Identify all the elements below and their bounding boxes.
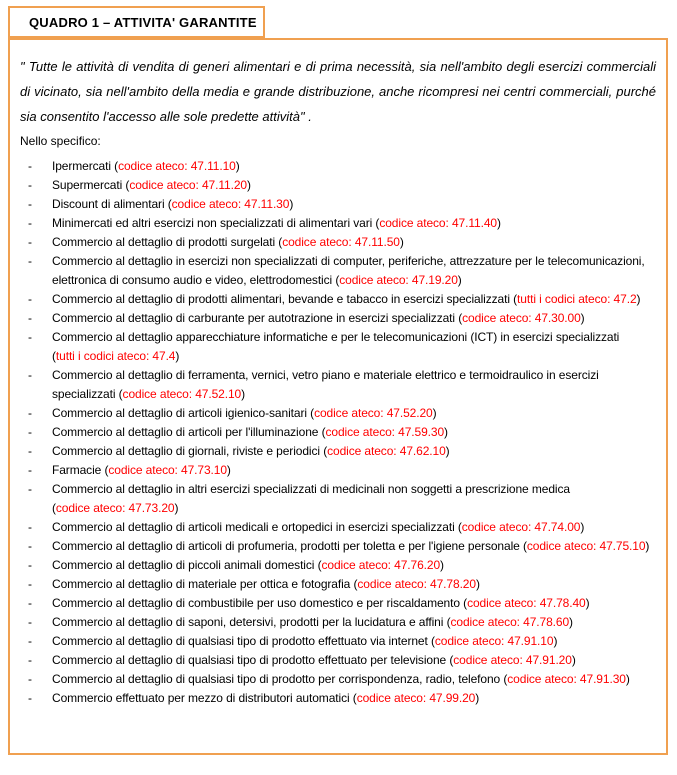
list-item (20, 233, 656, 252)
ateco-code (458, 311, 584, 325)
bullet-dash: - (28, 254, 32, 268)
ateco-code-value: codice ateco: 47.91.20 (453, 653, 572, 667)
list-item (20, 252, 656, 290)
bullet-dash: - (28, 558, 32, 572)
ateco-code-value: codice ateco: 47.19.20 (339, 273, 458, 287)
paren-open-text: ( (513, 292, 518, 306)
ateco-code (318, 558, 444, 572)
list-item (20, 518, 656, 537)
paren-open-text: ( (463, 596, 468, 610)
ateco-code-value: codice ateco: 47.91.10 (434, 634, 554, 648)
list-item (20, 651, 656, 670)
activity-text: Commercio al dettaglio apparecchiature informatiche e per le telecomunicazioni (ICT) in esercizi specializzati (52, 330, 620, 344)
ateco-code-value: codice ateco: 47.74.00 (461, 520, 581, 534)
list-item (20, 309, 656, 328)
ateco-code-value: codice ateco: 47.59.30 (325, 425, 445, 439)
list-item (20, 157, 656, 176)
ateco-code-value: codice ateco: 47.62.10 (327, 444, 446, 458)
ateco-code (278, 235, 403, 249)
paren-close-text: ) (432, 406, 437, 420)
activity-text: Farmacie (52, 463, 105, 477)
activity-text: Commercio al dettaglio di articoli igienico-sanitari (52, 406, 311, 420)
bullet-dash: - (28, 178, 32, 192)
paren-close-text: ) (569, 615, 573, 629)
ateco-code (323, 444, 449, 458)
list-item (20, 632, 656, 651)
ateco-code (523, 539, 649, 553)
activity-text: Discount di alimentari (52, 197, 168, 211)
paren-close-text: ) (457, 273, 462, 287)
paren-open-text: ( (522, 539, 527, 553)
paren-open-text: ( (449, 653, 454, 667)
paren-close-text: ) (174, 501, 179, 515)
ateco-code-value: codice ateco: 47.30.00 (462, 311, 581, 325)
ateco-code-value: codice ateco: 47.75.10 (526, 539, 646, 553)
bullet-dash: - (28, 653, 32, 667)
activity-text: Commercio al dettaglio di carburante per autotrazione in esercizi specializzati (52, 311, 459, 325)
ateco-code-value: codice ateco: 47.78.40 (467, 596, 586, 610)
list-item (20, 594, 656, 613)
ateco-code (335, 273, 461, 287)
paren-close-text: ) (625, 672, 630, 686)
paren-open-text: ( (375, 216, 380, 230)
activity-text: Commercio al dettaglio di giornali, riviste e periodici (52, 444, 324, 458)
paren-close-text: ) (571, 653, 576, 667)
bullet-dash: - (28, 672, 32, 686)
bullet-dash: - (28, 634, 32, 648)
ateco-code-value: codice ateco: 47.52.20 (314, 406, 433, 420)
ateco-code-value: codice ateco: 47.73.10 (108, 463, 227, 477)
paren-close-text: ) (175, 349, 180, 363)
activity-text: Commercio al dettaglio di qualsiasi tipo di prodotto effettuato per televisione (52, 653, 450, 667)
paren-open-text: ( (335, 273, 340, 287)
ateco-code (52, 349, 179, 363)
ateco-code-value: codice ateco: 47.11.40 (379, 216, 497, 230)
activity-text: Minimercati ed altri esercizi non specializzati di alimentari vari (52, 216, 376, 230)
ateco-code-value: codice ateco: 47.91.30 (507, 672, 626, 686)
paren-open-text: ( (167, 197, 172, 211)
list-item (20, 689, 656, 708)
activity-text: Commercio al dettaglio di prodotti alimentari, bevande e tabacco in esercizi specializzati (52, 292, 514, 306)
paren-open-text: ( (125, 178, 130, 192)
page-title: QUADRO 1 – ATTIVITA' GARANTITE (29, 14, 257, 30)
paren-close-text: ) (645, 539, 650, 553)
list-item (20, 195, 656, 214)
list-item (20, 404, 656, 423)
bullet-dash: - (28, 577, 32, 591)
bullet-dash: - (28, 216, 32, 230)
bullet-dash: - (28, 444, 32, 458)
activity-text: Commercio al dettaglio di materiale per ottica e fotografia (52, 577, 354, 591)
ateco-code-value: codice ateco: 47.11.30 (171, 197, 290, 211)
activity-text: Commercio al dettaglio di combustibile per uso domestico e per riscaldamento (52, 596, 464, 610)
paren-open-text: ( (323, 444, 328, 458)
list-item (20, 442, 656, 461)
bullet-dash: - (28, 539, 32, 553)
bullet-dash: - (28, 311, 32, 325)
quadro-title-box (8, 6, 265, 38)
content-box (8, 38, 668, 755)
activity-text: Commercio al dettaglio di articoli di profumeria, prodotti per toletta e per l'igiene personale (52, 539, 523, 553)
activity-text: Commercio effettuato per mezzo di distributori automatici (52, 691, 353, 705)
paren-open-text: ( (317, 558, 322, 572)
paren-close-text: ) (475, 691, 480, 705)
ateco-code (447, 615, 573, 629)
list-item (20, 670, 656, 689)
paren-close-text: ) (636, 292, 641, 306)
list-item (20, 537, 656, 556)
list-item (20, 328, 656, 366)
bullet-dash: - (28, 235, 32, 249)
ateco-code-value: codice ateco: 47.11.50 (282, 235, 400, 249)
activity-text: Commercio al dettaglio di articoli medicali e ortopedici in esercizi specializzati (52, 520, 458, 534)
paren-close-text: ) (241, 387, 246, 401)
bullet-dash: - (28, 197, 32, 211)
bullet-dash: - (28, 368, 32, 382)
ateco-code (168, 197, 293, 211)
paren-open-text: ( (278, 235, 283, 249)
paren-open-text: ( (52, 349, 56, 363)
ateco-code (125, 178, 250, 192)
ateco-code (513, 292, 640, 306)
bullet-dash: - (28, 425, 32, 439)
bullet-dash: - (28, 596, 32, 610)
activity-text: Commercio al dettaglio di ferramenta, vernici, vetro piano e materiale elettrico e termoidraulico in esercizi specializzati (52, 368, 599, 401)
paren-close-text: ) (226, 463, 231, 477)
ateco-code (353, 577, 479, 591)
paren-open-text: ( (114, 159, 119, 173)
paren-open-text: ( (52, 501, 56, 515)
ateco-code-value: tutti i codici ateco: 47.2 (517, 292, 637, 306)
activity-text: Commercio al dettaglio di prodotti surgelati (52, 235, 279, 249)
ateco-code (449, 653, 575, 667)
list-item (20, 556, 656, 575)
ateco-code (375, 216, 500, 230)
bullet-dash: - (28, 615, 32, 629)
bullet-dash: - (28, 463, 32, 477)
bullet-dash: - (28, 292, 32, 306)
ateco-code (463, 596, 589, 610)
paren-close-text: ) (580, 311, 585, 325)
ateco-code-value: codice ateco: 47.11.10 (118, 159, 236, 173)
intro-quote: " Tutte le attività di vendita di generi alimentari e di prima necessità, sia nell'ambito degli esercizi commerciali di vicinato, sia nell'ambito della media e grande distribuzione, anche ricompresi nei centri commerciali, purché sia consentito l'accesso alle sole predette attività" . (20, 59, 656, 124)
list-item (20, 575, 656, 594)
ateco-code-value: codice ateco: 47.78.60 (450, 615, 570, 629)
activity-text: Ipermercati (52, 159, 115, 173)
ateco-code (353, 691, 479, 705)
paren-close-text: ) (246, 178, 251, 192)
activities-list (20, 157, 656, 708)
paren-close-text: ) (289, 197, 294, 211)
paren-open-text: ( (104, 463, 109, 477)
list-item (20, 423, 656, 442)
paren-close-text: ) (497, 216, 501, 230)
activity-text: Commercio al dettaglio di saponi, detersivi, prodotti per la lucidatura e affini (52, 615, 447, 629)
ateco-code (458, 520, 584, 534)
paren-close-text: ) (444, 425, 448, 439)
list-item (20, 613, 656, 632)
list-item (20, 461, 656, 480)
ateco-code (52, 501, 178, 515)
ateco-code (104, 463, 230, 477)
paren-open-text: ( (353, 577, 358, 591)
ateco-code (431, 634, 557, 648)
ateco-code-value: codice ateco: 47.73.20 (55, 501, 175, 515)
activity-text: Commercio al dettaglio di piccoli animali domestici (52, 558, 318, 572)
list-item (20, 214, 656, 233)
list-item (20, 366, 656, 404)
ateco-code (114, 159, 239, 173)
paren-close-text: ) (235, 159, 240, 173)
activity-text: Commercio al dettaglio di qualsiasi tipo di prodotto effettuato via internet (52, 634, 431, 648)
activity-text: Commercio al dettaglio in altri esercizi specializzati di medicinali non soggetti a prescrizione medica (52, 482, 570, 496)
bullet-dash: - (28, 406, 32, 420)
activity-text: Commercio al dettaglio di articoli per l'illuminazione (52, 425, 322, 439)
bullet-dash: - (28, 330, 32, 344)
paren-open-text: ( (310, 406, 315, 420)
paren-close-text: ) (580, 520, 585, 534)
paren-close-text: ) (475, 577, 480, 591)
ateco-code (310, 406, 436, 420)
list-item (20, 480, 656, 518)
ateco-code-value: codice ateco: 47.52.10 (122, 387, 242, 401)
paren-close-text: ) (399, 235, 404, 249)
list-item (20, 176, 656, 195)
paren-open-text: ( (352, 691, 357, 705)
ateco-code-value: codice ateco: 47.99.20 (356, 691, 476, 705)
paren-close-text: ) (440, 558, 444, 572)
bullet-dash: - (28, 691, 32, 705)
ateco-code (503, 672, 629, 686)
paren-close-text: ) (585, 596, 590, 610)
paren-open-text: ( (503, 672, 508, 686)
activity-text: Commercio al dettaglio in esercizi non specializzati di computer, periferiche, attrezzature per le telecomunicazioni, elettronica di consumo audio e video, elettrodomestici (52, 254, 645, 287)
paren-open-text: ( (321, 425, 326, 439)
bullet-dash: - (28, 159, 32, 173)
ateco-code-value: codice ateco: 47.11.20 (129, 178, 247, 192)
paren-open-text: ( (446, 615, 451, 629)
paren-open-text: ( (118, 387, 123, 401)
activity-text: Commercio al dettaglio di qualsiasi tipo di prodotto per corrispondenza, radio, telefono (52, 672, 504, 686)
ateco-code-value: codice ateco: 47.78.20 (357, 577, 476, 591)
list-item (20, 290, 656, 309)
activity-text: Supermercati (52, 178, 126, 192)
ateco-code-value: codice ateco: 47.76.20 (321, 558, 441, 572)
paren-close-text: ) (445, 444, 450, 458)
ateco-code (322, 425, 448, 439)
ateco-code (119, 387, 245, 401)
paren-close-text: ) (553, 634, 558, 648)
paren-open-text: ( (458, 311, 463, 325)
paren-open-text: ( (457, 520, 462, 534)
bullet-dash: - (28, 520, 32, 534)
intro-label: Nello specifico: (20, 134, 101, 148)
ateco-code-value: tutti i codici ateco: 47.4 (55, 349, 176, 363)
paren-open-text: ( (430, 634, 435, 648)
bullet-dash: - (28, 482, 32, 496)
